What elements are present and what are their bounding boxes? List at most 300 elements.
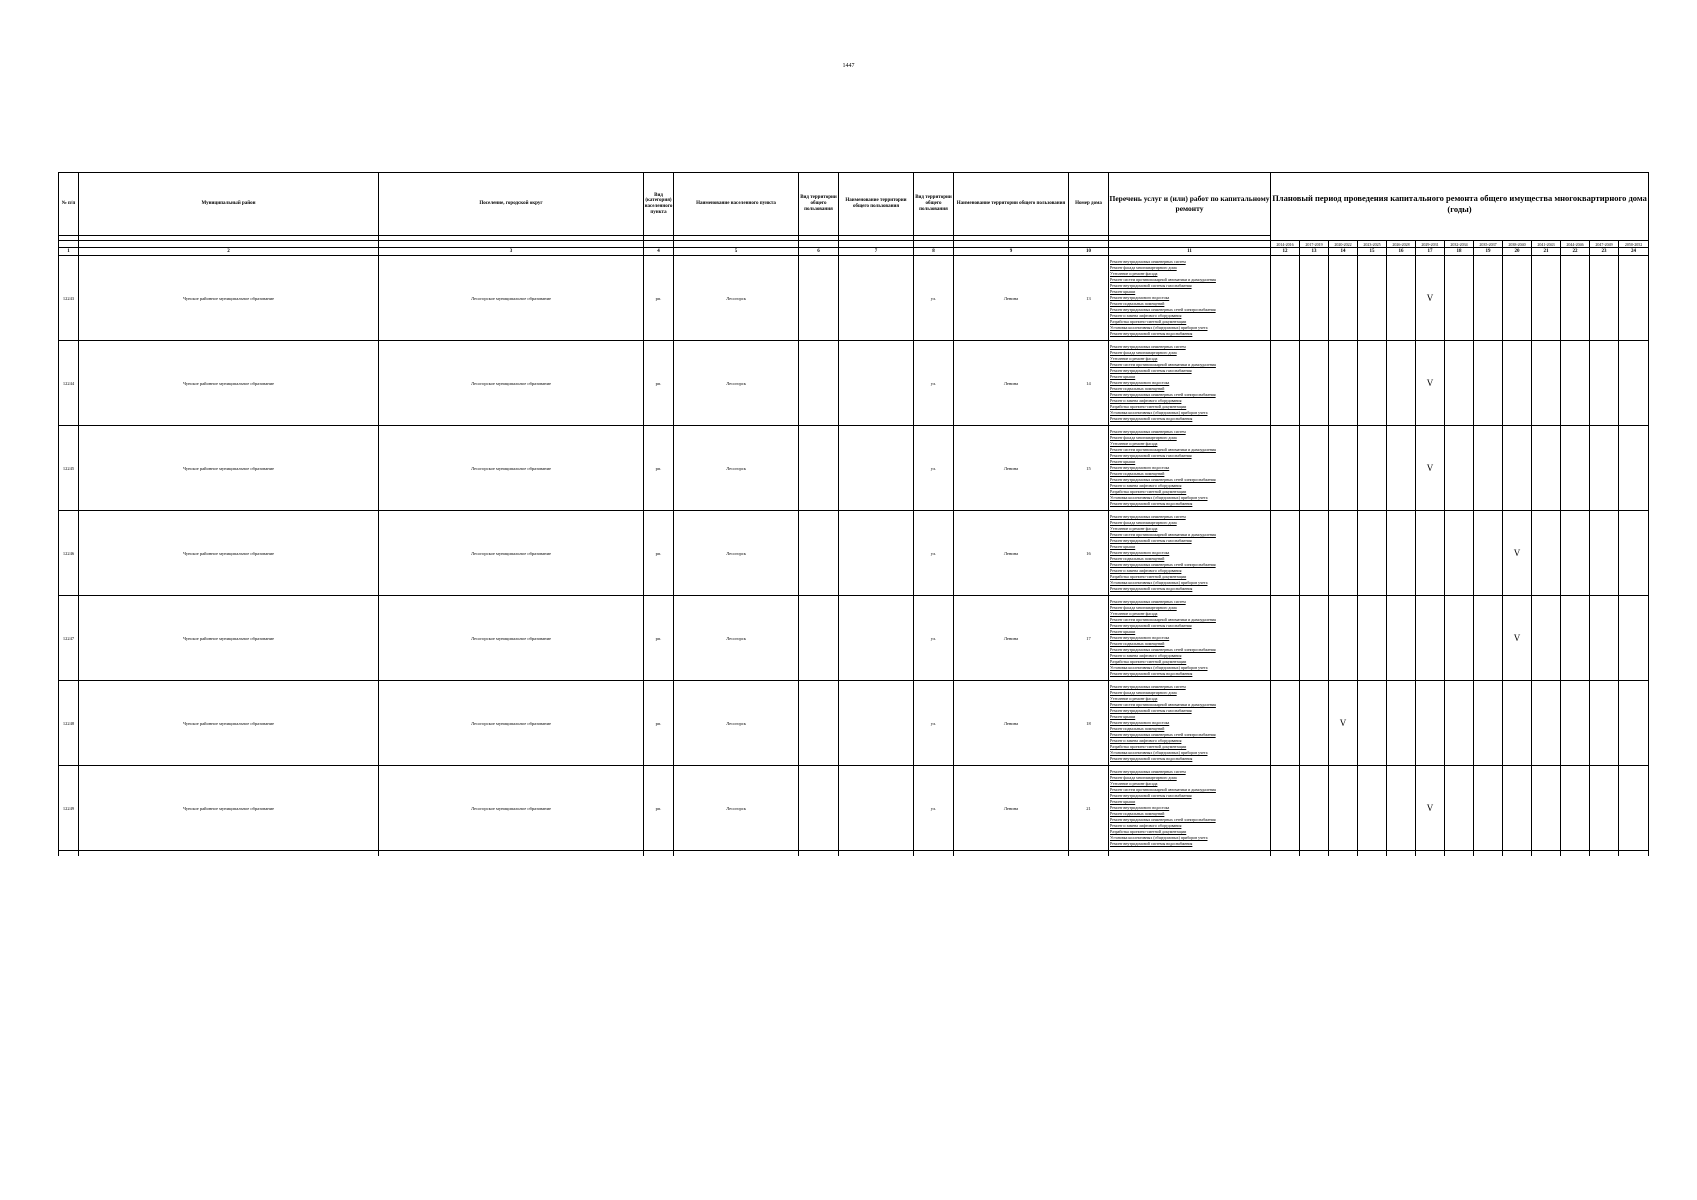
work-item: Ремонт крыши <box>1110 799 1136 804</box>
street-type-cell: ул. <box>914 766 954 851</box>
year-cell <box>1619 341 1649 426</box>
work-item: Ремонт подвальных помещений <box>1110 641 1165 646</box>
row-number: 12247 <box>59 596 79 681</box>
year-cell <box>1358 511 1387 596</box>
year-cell <box>1329 341 1358 426</box>
row-number: 12243 <box>59 256 79 341</box>
year-cell <box>1561 511 1590 596</box>
district-cell: Чунское районное муниципальное образование <box>79 766 379 851</box>
header-plan-period: Плановый период проведения капитального ремонта общего имущества многоквартирного дома (годы) <box>1271 173 1649 236</box>
year-cell <box>1387 341 1416 426</box>
street-type-cell: ул. <box>914 681 954 766</box>
street-type-cell: ул. <box>914 596 954 681</box>
work-item: Утепление и ремонт фасада <box>1110 356 1158 361</box>
year-range: 2047-2049 <box>1590 241 1619 248</box>
header-territory-name-1: Наименование территории общего пользования <box>839 173 914 236</box>
row-number: 12248 <box>59 681 79 766</box>
year-cell <box>1271 766 1300 851</box>
year-range: 2041-2043 <box>1532 241 1561 248</box>
year-cell <box>1445 256 1474 341</box>
work-item: Ремонт внутридомовых инженерных систем <box>1110 429 1186 434</box>
header-house-number: Номер дома <box>1069 173 1109 236</box>
house-number-cell: 14 <box>1069 341 1109 426</box>
work-item: Ремонт фасада многоквартирного дома <box>1110 690 1177 695</box>
year-cell <box>1561 426 1590 511</box>
plan-mark: V <box>1416 766 1445 851</box>
header-settlement: Поселение, городской округ <box>379 173 644 236</box>
locality-type-cell: рп. <box>644 256 674 341</box>
work-item: Ремонт внутридомовой системы газоснабжения <box>1110 708 1192 713</box>
year-cell <box>1445 511 1474 596</box>
year-cell <box>1358 256 1387 341</box>
locality-type-cell: рп. <box>644 596 674 681</box>
settlement-cell: Лесогорское муниципальное образование <box>379 426 644 511</box>
year-range: 2020-2022 <box>1329 241 1358 248</box>
settlement-cell: Лесогорское муниципальное образование <box>379 341 644 426</box>
column-number: 23 <box>1590 248 1619 256</box>
work-item: Ремонт и замена лифтового оборудования <box>1110 483 1182 488</box>
territory-name-1-cell <box>839 256 914 341</box>
year-cell <box>1561 341 1590 426</box>
work-item: Ремонт подвальных помещений <box>1110 726 1165 731</box>
street-cell: Ленина <box>954 341 1069 426</box>
year-cell <box>1300 681 1329 766</box>
year-cell <box>1445 681 1474 766</box>
works-list-cell <box>1109 341 1271 426</box>
capital-repair-table <box>58 172 1649 856</box>
year-cell <box>1532 511 1561 596</box>
work-item: Ремонт фасада многоквартирного дома <box>1110 520 1177 525</box>
work-item: Установка коллективных (общедомовых) приборов учета <box>1110 750 1208 755</box>
table-row <box>59 766 1649 851</box>
work-item: Ремонт крыши <box>1110 714 1136 719</box>
work-item: Ремонт крыши <box>1110 544 1136 549</box>
settlement-cell: Лесогорское муниципальное образование <box>379 596 644 681</box>
work-item: Утепление и ремонт фасада <box>1110 271 1158 276</box>
year-cell <box>1445 341 1474 426</box>
year-cell <box>1445 596 1474 681</box>
work-item: Установка коллективных (общедомовых) приборов учета <box>1110 495 1208 500</box>
column-number: 24 <box>1619 248 1649 256</box>
street-type-cell: ул. <box>914 426 954 511</box>
district-cell: Чунское районное муниципальное образование <box>79 341 379 426</box>
column-number: 4 <box>644 248 674 256</box>
year-cell <box>1445 766 1474 851</box>
work-item: Установка коллективных (общедомовых) приборов учета <box>1110 325 1208 330</box>
district-cell: Чунское районное муниципальное образование <box>79 681 379 766</box>
year-cell <box>1474 766 1503 851</box>
year-cell <box>1445 426 1474 511</box>
plan-mark: V <box>1503 596 1532 681</box>
year-cell <box>1358 766 1387 851</box>
works-list-cell <box>1109 511 1271 596</box>
header-locality-type: Вид (категория) населенного пункта <box>644 173 674 236</box>
year-cell <box>1329 766 1358 851</box>
work-item: Ремонт внутридомовых инженерных систем <box>1110 514 1186 519</box>
work-item: Разработка проектно-сметной документации <box>1110 829 1187 834</box>
work-item: Ремонт внутридомовой системы водоснабжения <box>1110 331 1193 336</box>
work-item: Ремонт крыши <box>1110 459 1136 464</box>
works-list-cell <box>1109 596 1271 681</box>
year-cell <box>1271 511 1300 596</box>
column-number: 5 <box>674 248 799 256</box>
work-item: Ремонт внутридомовой системы газоснабжения <box>1110 368 1192 373</box>
locality-type-cell: рп. <box>644 681 674 766</box>
column-number: 3 <box>379 248 644 256</box>
locality-type-cell: рп. <box>644 511 674 596</box>
year-range: 2038-2040 <box>1503 241 1532 248</box>
year-cell <box>1358 596 1387 681</box>
work-item: Ремонт внутридомовой системы газоснабжения <box>1110 538 1192 543</box>
settlement-cell: Лесогорское муниципальное образование <box>379 511 644 596</box>
district-cell: Чунское районное муниципальное образование <box>79 596 379 681</box>
work-item: Ремонт внутридомовой системы водоснабжения <box>1110 501 1193 506</box>
street-cell: Ленина <box>954 256 1069 341</box>
street-type-cell: ул. <box>914 256 954 341</box>
work-item: Ремонт и замена лифтового оборудования <box>1110 653 1182 658</box>
locality-cell: Лесогорск <box>674 766 799 851</box>
work-item: Ремонт подвальных помещений <box>1110 301 1165 306</box>
locality-type-cell: рп. <box>644 426 674 511</box>
year-cell <box>1387 596 1416 681</box>
year-range: 2050-2052 <box>1619 241 1649 248</box>
year-cell <box>1590 596 1619 681</box>
column-number: 6 <box>799 248 839 256</box>
table-row <box>59 341 1649 426</box>
locality-type-cell: рп. <box>644 341 674 426</box>
column-number: 19 <box>1474 248 1503 256</box>
column-number: 21 <box>1532 248 1561 256</box>
year-range: 2035-2037 <box>1474 241 1503 248</box>
year-cell <box>1474 681 1503 766</box>
year-cell <box>1300 256 1329 341</box>
year-cell <box>1590 341 1619 426</box>
column-number: 1 <box>59 248 79 256</box>
work-item: Ремонт и замена лифтового оборудования <box>1110 738 1182 743</box>
territory-type-1-cell <box>799 426 839 511</box>
work-item: Ремонт подвальных помещений <box>1110 811 1165 816</box>
work-item: Ремонт внутридомового водостока <box>1110 380 1170 385</box>
row-number: 12244 <box>59 341 79 426</box>
work-item: Ремонт фасада многоквартирного дома <box>1110 775 1177 780</box>
work-item: Ремонт внутридомового водостока <box>1110 550 1170 555</box>
locality-cell: Лесогорск <box>674 341 799 426</box>
header-locality: Наименование населенного пункта <box>674 173 799 236</box>
year-cell <box>1416 681 1445 766</box>
year-cell <box>1329 511 1358 596</box>
work-item: Утепление и ремонт фасада <box>1110 526 1158 531</box>
work-item: Разработка проектно-сметной документации <box>1110 319 1187 324</box>
work-item: Ремонт внутридомовой системы газоснабжения <box>1110 623 1192 628</box>
table-body <box>59 256 1649 857</box>
year-range: 2026-2028 <box>1387 241 1416 248</box>
year-cell <box>1329 426 1358 511</box>
work-item: Ремонт подвальных помещений <box>1110 471 1165 476</box>
year-cell <box>1561 681 1590 766</box>
territory-name-1-cell <box>839 681 914 766</box>
works-list-cell <box>1109 681 1271 766</box>
works-list-cell <box>1109 766 1271 851</box>
street-type-cell: ул. <box>914 341 954 426</box>
year-cell <box>1358 681 1387 766</box>
district-cell: Чунское районное муниципальное образование <box>79 426 379 511</box>
work-item: Ремонт внутридомовой системы водоснабжения <box>1110 756 1193 761</box>
year-cell <box>1590 681 1619 766</box>
header-territory-type-2: Вид территории общего пользования <box>914 173 954 236</box>
work-item: Ремонт внутридомовых инженерных сетей электроснабжения <box>1110 477 1216 482</box>
year-range: 2014-2016 <box>1271 241 1300 248</box>
street-cell: Ленина <box>954 596 1069 681</box>
year-cell <box>1619 256 1649 341</box>
table-row <box>59 511 1649 596</box>
work-item: Ремонт и замена лифтового оборудования <box>1110 313 1182 318</box>
year-cell <box>1532 426 1561 511</box>
year-cell <box>1416 511 1445 596</box>
work-item: Ремонт систем противопожарной автоматики и дымоудаления <box>1110 532 1216 537</box>
year-cell <box>1503 341 1532 426</box>
header-number: № п/п <box>59 173 79 236</box>
year-cell <box>1474 256 1503 341</box>
year-range: 2044-2046 <box>1561 241 1590 248</box>
year-cell <box>1561 766 1590 851</box>
continuation-row <box>59 851 1649 857</box>
column-number: 17 <box>1416 248 1445 256</box>
territory-type-1-cell <box>799 766 839 851</box>
plan-mark: V <box>1416 426 1445 511</box>
work-item: Разработка проектно-сметной документации <box>1110 744 1187 749</box>
year-cell <box>1358 341 1387 426</box>
column-number: 2 <box>79 248 379 256</box>
territory-type-1-cell <box>799 256 839 341</box>
district-cell: Чунское районное муниципальное образование <box>79 256 379 341</box>
district-cell: Чунское районное муниципальное образование <box>79 511 379 596</box>
year-cell <box>1387 426 1416 511</box>
settlement-cell: Лесогорское муниципальное образование <box>379 681 644 766</box>
territory-name-1-cell <box>839 511 914 596</box>
column-number: 7 <box>839 248 914 256</box>
plan-mark: V <box>1329 681 1358 766</box>
work-item: Ремонт и замена лифтового оборудования <box>1110 823 1182 828</box>
work-item: Ремонт внутридомового водостока <box>1110 720 1170 725</box>
settlement-cell: Лесогорское муниципальное образование <box>379 256 644 341</box>
year-cell <box>1271 681 1300 766</box>
work-item: Ремонт систем противопожарной автоматики и дымоудаления <box>1110 617 1216 622</box>
column-number: 9 <box>954 248 1069 256</box>
year-cell <box>1329 596 1358 681</box>
work-item: Ремонт подвальных помещений <box>1110 556 1165 561</box>
column-number: 20 <box>1503 248 1532 256</box>
street-cell: Ленина <box>954 681 1069 766</box>
territory-name-1-cell <box>839 341 914 426</box>
house-number-cell: 13 <box>1069 256 1109 341</box>
work-item: Ремонт внутридомовых инженерных сетей электроснабжения <box>1110 732 1216 737</box>
work-item: Ремонт внутридомовых инженерных систем <box>1110 684 1186 689</box>
year-cell <box>1416 596 1445 681</box>
work-item: Ремонт систем противопожарной автоматики и дымоудаления <box>1110 702 1216 707</box>
works-list-cell <box>1109 256 1271 341</box>
column-numbers-row <box>59 248 1649 256</box>
work-item: Ремонт крыши <box>1110 374 1136 379</box>
street-cell: Ленина <box>954 426 1069 511</box>
column-number: 14 <box>1329 248 1358 256</box>
column-number: 13 <box>1300 248 1329 256</box>
year-cell <box>1619 681 1649 766</box>
locality-cell: Лесогорск <box>674 681 799 766</box>
work-item: Ремонт фасада многоквартирного дома <box>1110 350 1177 355</box>
year-cell <box>1387 681 1416 766</box>
work-item: Разработка проектно-сметной документации <box>1110 574 1187 579</box>
year-cell <box>1532 596 1561 681</box>
work-item: Установка коллективных (общедомовых) приборов учета <box>1110 665 1208 670</box>
work-item: Разработка проектно-сметной документации <box>1110 489 1187 494</box>
territory-name-1-cell <box>839 596 914 681</box>
header-territory-type-1: Вид территории общего пользования <box>799 173 839 236</box>
works-list-cell <box>1109 426 1271 511</box>
work-item: Ремонт внутридомовой системы водоснабжения <box>1110 586 1193 591</box>
year-cell <box>1474 511 1503 596</box>
table-row <box>59 426 1649 511</box>
house-number-cell: 21 <box>1069 766 1109 851</box>
year-cell <box>1387 511 1416 596</box>
work-item: Ремонт внутридомовой системы газоснабжения <box>1110 793 1192 798</box>
year-cell <box>1503 256 1532 341</box>
year-cell <box>1590 426 1619 511</box>
work-item: Ремонт систем противопожарной автоматики и дымоудаления <box>1110 447 1216 452</box>
locality-cell: Лесогорск <box>674 511 799 596</box>
work-item: Ремонт внутридомовых инженерных сетей электроснабжения <box>1110 817 1216 822</box>
year-range: 2017-2019 <box>1300 241 1329 248</box>
year-cell <box>1474 341 1503 426</box>
work-item: Ремонт внутридомовых инженерных систем <box>1110 259 1186 264</box>
settlement-cell: Лесогорское муниципальное образование <box>379 766 644 851</box>
year-cell <box>1590 511 1619 596</box>
work-item: Ремонт фасада многоквартирного дома <box>1110 435 1177 440</box>
plan-mark: V <box>1416 341 1445 426</box>
work-item: Разработка проектно-сметной документации <box>1110 404 1187 409</box>
work-item: Ремонт внутридомовой системы газоснабжения <box>1110 453 1192 458</box>
year-cell <box>1271 341 1300 426</box>
year-cell <box>1358 426 1387 511</box>
work-item: Утепление и ремонт фасада <box>1110 611 1158 616</box>
work-item: Разработка проектно-сметной документации <box>1110 659 1187 664</box>
year-cell <box>1561 596 1590 681</box>
year-cell <box>1619 511 1649 596</box>
year-cell <box>1300 341 1329 426</box>
work-item: Ремонт крыши <box>1110 289 1136 294</box>
territory-name-1-cell <box>839 766 914 851</box>
work-item: Ремонт систем противопожарной автоматики и дымоудаления <box>1110 277 1216 282</box>
column-number: 16 <box>1387 248 1416 256</box>
locality-type-cell: рп. <box>644 766 674 851</box>
year-cell <box>1503 681 1532 766</box>
year-cell <box>1300 426 1329 511</box>
work-item: Ремонт внутридомового водостока <box>1110 295 1170 300</box>
territory-type-1-cell <box>799 511 839 596</box>
year-range: 2029-2031 <box>1416 241 1445 248</box>
street-cell: Ленина <box>954 766 1069 851</box>
year-cell <box>1532 341 1561 426</box>
year-cell <box>1619 766 1649 851</box>
house-number-cell: 17 <box>1069 596 1109 681</box>
header-territory-name-2: Наименование территории общего пользования <box>954 173 1069 236</box>
work-item: Ремонт внутридомовой системы газоснабжения <box>1110 283 1192 288</box>
work-item: Утепление и ремонт фасада <box>1110 781 1158 786</box>
year-cell <box>1532 256 1561 341</box>
column-number: 15 <box>1358 248 1387 256</box>
year-cell <box>1271 596 1300 681</box>
work-item: Ремонт внутридомовых инженерных сетей электроснабжения <box>1110 562 1216 567</box>
work-item: Установка коллективных (общедомовых) приборов учета <box>1110 580 1208 585</box>
year-cell <box>1300 766 1329 851</box>
year-cell <box>1329 256 1358 341</box>
work-item: Ремонт внутридомовых инженерных сетей электроснабжения <box>1110 392 1216 397</box>
year-range: 2032-2034 <box>1445 241 1474 248</box>
work-item: Ремонт внутридомовых инженерных сетей электроснабжения <box>1110 307 1216 312</box>
year-cell <box>1561 256 1590 341</box>
year-cell <box>1619 596 1649 681</box>
table-row <box>59 596 1649 681</box>
table-row <box>59 256 1649 341</box>
row-number: 12246 <box>59 511 79 596</box>
work-item: Утепление и ремонт фасада <box>1110 441 1158 446</box>
work-item: Ремонт внутридомовых инженерных сетей электроснабжения <box>1110 647 1216 652</box>
work-item: Ремонт внутридомовой системы водоснабжения <box>1110 416 1193 421</box>
row-number: 12249 <box>59 766 79 851</box>
year-cell <box>1474 426 1503 511</box>
column-number: 11 <box>1109 248 1271 256</box>
street-type-cell: ул. <box>914 511 954 596</box>
territory-name-1-cell <box>839 426 914 511</box>
house-number-cell: 16 <box>1069 511 1109 596</box>
work-item: Ремонт и замена лифтового оборудования <box>1110 398 1182 403</box>
year-cell <box>1387 256 1416 341</box>
year-cell <box>1300 511 1329 596</box>
year-cell <box>1300 596 1329 681</box>
work-item: Ремонт систем противопожарной автоматики и дымоудаления <box>1110 362 1216 367</box>
work-item: Ремонт внутридомового водостока <box>1110 805 1170 810</box>
year-cell <box>1503 766 1532 851</box>
work-item: Ремонт внутридомовой системы водоснабжения <box>1110 841 1193 846</box>
work-item: Ремонт внутридомовых инженерных систем <box>1110 769 1186 774</box>
work-item: Ремонт систем противопожарной автоматики и дымоудаления <box>1110 787 1216 792</box>
house-number-cell: 18 <box>1069 681 1109 766</box>
year-cell <box>1474 596 1503 681</box>
plan-mark: V <box>1503 511 1532 596</box>
work-item: Ремонт внутридомовых инженерных систем <box>1110 344 1186 349</box>
work-item: Ремонт внутридомовых инженерных систем <box>1110 599 1186 604</box>
work-item: Ремонт подвальных помещений <box>1110 386 1165 391</box>
column-number: 18 <box>1445 248 1474 256</box>
work-item: Ремонт и замена лифтового оборудования <box>1110 568 1182 573</box>
row-number: 12245 <box>59 426 79 511</box>
year-cell <box>1387 766 1416 851</box>
page-number: 1447 <box>842 63 855 69</box>
locality-cell: Лесогорск <box>674 256 799 341</box>
locality-cell: Лесогорск <box>674 596 799 681</box>
header-works-list: Перечень услуг и (или) работ по капитальному ремонту <box>1109 173 1271 236</box>
work-item: Ремонт внутридомового водостока <box>1110 465 1170 470</box>
territory-type-1-cell <box>799 341 839 426</box>
year-cell <box>1532 766 1561 851</box>
territory-type-1-cell <box>799 596 839 681</box>
territory-type-1-cell <box>799 681 839 766</box>
column-number: 8 <box>914 248 954 256</box>
table-row <box>59 681 1649 766</box>
work-item: Ремонт внутридомовой системы водоснабжения <box>1110 671 1193 676</box>
column-number: 22 <box>1561 248 1590 256</box>
plan-mark: V <box>1416 256 1445 341</box>
year-cell <box>1271 426 1300 511</box>
